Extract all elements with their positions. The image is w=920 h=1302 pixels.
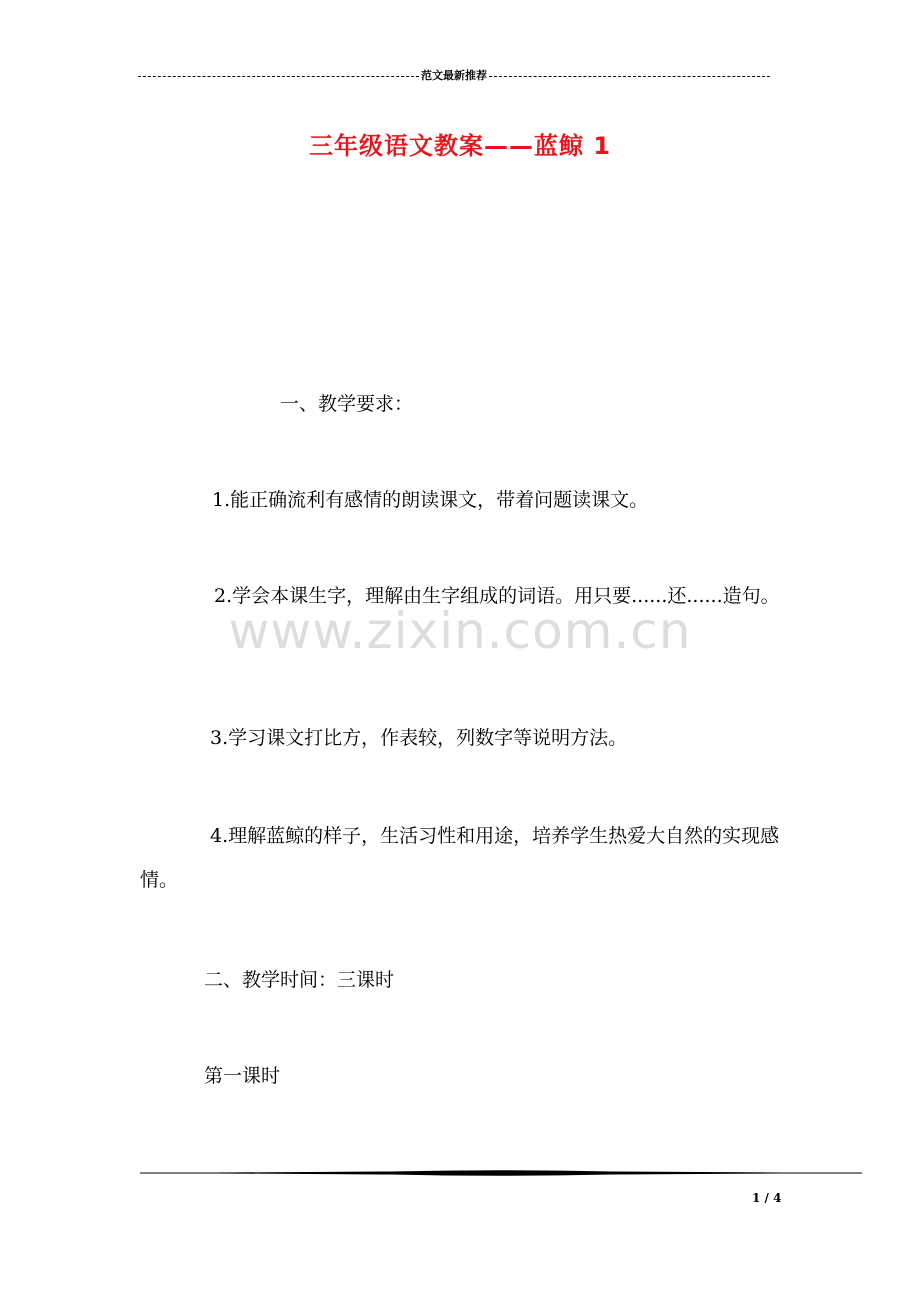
page-number: 1 / 4 (752, 1191, 782, 1205)
lesson-heading: 第一课时 (204, 1065, 281, 1087)
requirement-item-4: 4.理解蓝鲸的样子，生活习性和用途，培养学生热爱大自然的实现感情。 (140, 825, 780, 891)
section-heading-time: 二、教学时间：三课时 (204, 969, 395, 991)
requirement-item-2: 2.学会本课生字，理解由生字组成的词语。用只要......还......造句。 (214, 585, 780, 607)
document-title: 三年级语文教案——蓝鲸 1 (308, 132, 612, 160)
header-dash-right (489, 76, 770, 77)
requirement-item-1: 1.能正确流利有感情的朗读课文，带着问题读课文。 (212, 489, 649, 511)
requirement-item-3: 3.学习课文打比方，作表较，列数字等说明方法。 (210, 727, 628, 749)
page-header (138, 68, 770, 84)
footer-rule (140, 1166, 862, 1180)
header-label: 范文最新推荐 (421, 69, 487, 82)
section-heading-requirements: 一、教学要求： (280, 393, 414, 415)
header-dash-left (138, 76, 419, 77)
watermark: www.zixin.com.cn (228, 602, 692, 660)
